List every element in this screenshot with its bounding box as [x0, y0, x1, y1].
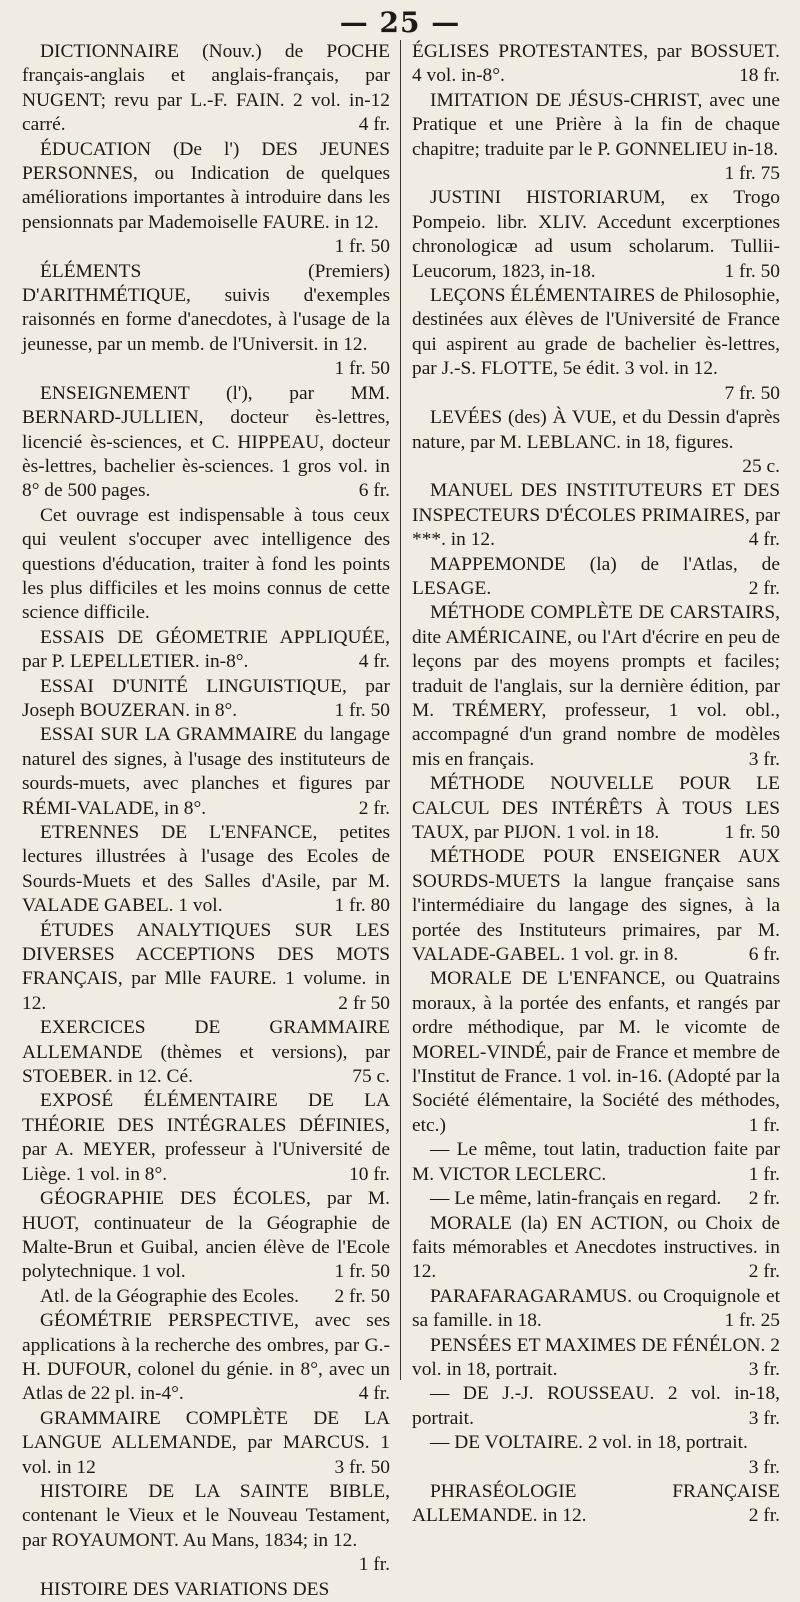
- entry-text: ÉDUCATION (De l') DES JEUNES PERSONNES, ou Indication de quelques améliorations importantes à introduire dans les pensionnats par Mademoiselle FAURE. in 12.: [22, 138, 390, 233]
- entry-price: 4 fr.: [358, 651, 390, 673]
- column-divider: [400, 40, 401, 1380]
- entry-text: IMITATION DE JÉSUS-CHRIST, avec une Pratique et une Prière à la fin de chaque chapitre; traduite par le P. GONNELIEU in-18.: [412, 89, 780, 160]
- catalog-entry: [22, 1407, 390, 1480]
- entry-price: 1 fr. 50: [334, 236, 390, 258]
- catalog-entry: [412, 406, 780, 479]
- catalog-entry: [412, 284, 780, 406]
- entry-price: 75 c.: [352, 1066, 390, 1088]
- entry-text: EXERCICES DE GRAMMAIRE ALLEMANDE (thèmes et versions), par STOEBER. in 12. Cé.: [22, 1017, 390, 1088]
- entry-price: 1 fr.: [358, 1554, 390, 1576]
- entry-text: — Le même, tout latin, traduction faite par M. VICTOR LECLERC.: [412, 1139, 780, 1185]
- entry-text: ESSAIS DE GÉOMETRIE APPLIQUÉE, par P. LEPELLETIER. in-8°.: [22, 626, 390, 673]
- entry-price: 4 fr.: [748, 529, 780, 551]
- catalog-entry: [412, 553, 780, 602]
- catalog-entry: [412, 1212, 780, 1285]
- entry-price: 1 fr. 50: [724, 260, 780, 282]
- entry-text: GRAMMAIRE COMPLÈTE DE LA LANGUE ALLEMANDE, par MARCUS. 1 vol. in 12: [22, 1407, 390, 1478]
- entry-text: GÉOMÉTRIE PERSPECTIVE, avec ses applications à la recherche des ombres, par G.-H. DUFOUR, colonel du génie. in 8°, avec un Atlas de 22 pl. in-4°.: [22, 1310, 390, 1405]
- entry-price: 3 fr. 50: [334, 1456, 390, 1478]
- catalog-entry: [22, 675, 390, 724]
- entry-text: EXPOSÉ ÉLÉMENTAIRE DE LA THÉORIE DES INTÉGRALES DÉFINIES, par A. MEYER, professeur à l'Université de Liège. 1 vol. in 8°.: [22, 1090, 390, 1185]
- entry-text: ÉLÉMENTS (Premiers) D'ARITHMÉTIQUE, suivis d'exemples raisonnés en forme d'anecdotes, à l'usage de la jeunesse, par un memb. de l'Universit. in 12.: [22, 260, 390, 355]
- catalog-entry: [412, 845, 780, 967]
- entry-price: 3 fr.: [748, 1407, 780, 1429]
- left-column: [22, 40, 390, 1602]
- catalog-entry: [412, 967, 780, 1138]
- entry-text: Cet ouvrage est indispensable à tous ceux qui veulent s'occuper avec intelligence des questions d'éducation, traiter à fond les points les plus difficiles et les moins connus de cette science difficile.: [22, 504, 390, 624]
- entry-price: 2 fr.: [748, 1261, 780, 1283]
- catalog-entry: [412, 601, 780, 772]
- entry-text: LEÇONS ÉLÉMENTAIRES de Philosophie, destinées aux élèves de l'Université de France qui aspirent au grade de bachelier ès-lettres, par J.-S. FLOTTE, 5e édit. 3 vol. in 12.: [412, 285, 780, 380]
- entry-text: — DE J.-J. ROUSSEAU. 2 vol. in-18, portrait.: [412, 1383, 780, 1429]
- entry-text: PHRASÉOLOGIE FRANÇAISE ALLEMANDE. in 12.: [412, 1480, 780, 1527]
- entry-text: PARAFARAGARAMUS. ou Croquignole et sa famille. in 18.: [412, 1285, 780, 1332]
- catalog-entry: [22, 138, 390, 260]
- entry-price: 4 fr.: [358, 114, 390, 136]
- catalog-entry: [412, 1285, 780, 1334]
- catalog-entry: [22, 919, 390, 1017]
- catalog-entry: [412, 1187, 780, 1211]
- entry-price: 1 fr. 50: [334, 358, 390, 380]
- entry-price: 18 fr.: [739, 65, 780, 87]
- entry-text: MÉTHODE POUR ENSEIGNER AUX SOURDS-MUETS la langue française sans l'intermédiaire du langage des signes, à la portée des Instituteurs primaires, par M. VALADE-GABEL. 1 vol. gr. in 8.: [412, 846, 780, 966]
- entry-price: 1 fr.: [748, 1114, 780, 1136]
- entry-price: 3 fr.: [748, 748, 780, 770]
- entry-price: 2 fr.: [748, 1188, 780, 1210]
- entry-text: ÉGLISES PROTESTANTES, par BOSSUET. 4 vol. in-8°.: [412, 41, 780, 87]
- catalog-entry: [412, 1138, 780, 1187]
- entry-text: Atl. de la Géographie des Ecoles.: [40, 1285, 299, 1307]
- entry-price: 2 fr.: [358, 797, 390, 819]
- entry-text: HISTOIRE DES VARIATIONS DES: [40, 1578, 330, 1600]
- entry-price: 10 fr.: [349, 1163, 390, 1185]
- entry-text: — DE VOLTAIRE. 2 vol. in 18, portrait.: [430, 1432, 748, 1454]
- catalog-entry: [412, 772, 780, 845]
- catalog-entry: [22, 723, 390, 821]
- catalog-entry: [412, 1382, 780, 1431]
- entry-text: MORALE (la) EN ACTION, ou Choix de faits mémorables et Anecdotes instructives. in 12.: [412, 1212, 780, 1283]
- entry-price: 6 fr.: [358, 480, 390, 502]
- entry-text: MANUEL DES INSTITUTEURS ET DES INSPECTEURS D'ÉCOLES PRIMAIRES, par ***. in 12.: [412, 480, 780, 551]
- entry-price: 2 fr 50: [338, 992, 390, 1014]
- entry-price: 1 fr. 50: [334, 1261, 390, 1283]
- entry-text: MAPPEMONDE (la) de l'Atlas, de LESAGE.: [412, 553, 780, 599]
- catalog-entry: [22, 1285, 390, 1309]
- catalog-entry: [412, 1431, 780, 1480]
- catalog-entry: [22, 1187, 390, 1285]
- entry-price: 1 fr. 80: [334, 895, 390, 917]
- entry-text: ESSAI D'UNITÉ LINGUISTIQUE, par Joseph BOUZERAN. in 8°.: [22, 675, 390, 721]
- catalog-entry: [412, 1480, 780, 1529]
- entry-price: 3 fr.: [748, 1358, 780, 1380]
- catalog-entry: [412, 479, 780, 552]
- catalog-entry: [22, 40, 390, 138]
- catalog-entry: [22, 626, 390, 675]
- entry-price: 2 fr.: [748, 577, 780, 599]
- page-number: — 25 —: [339, 6, 461, 39]
- catalog-entry: [22, 1480, 390, 1578]
- entry-text: PENSÉES ET MAXIMES DE FÉNÉLON. 2 vol. in 18, portrait.: [412, 1334, 780, 1380]
- catalog-entry: [22, 1578, 390, 1602]
- catalog-entry: [412, 186, 780, 284]
- entry-price: 4 fr.: [358, 1383, 390, 1405]
- entry-text: ENSEIGNEMENT (l'), par MM. BERNARD-JULLIEN, docteur ès-lettres, licencié ès-sciences, et C. HIPPEAU, docteur ès-lettres, bachelier ès-sciences. 1 gros vol. in 8° de 500 pages.: [22, 382, 390, 502]
- catalog-entry: [22, 821, 390, 919]
- entry-price: 2 fr.: [748, 1505, 780, 1527]
- entry-text: HISTOIRE DE LA SAINTE BIBLE, contenant le Vieux et le Nouveau Testament, par ROYAUMONT. Au Mans, 1834; in 12.: [22, 1480, 390, 1551]
- entry-text: ETRENNES DE L'ENFANCE, petites lectures illustrées à l'usage des Ecoles de Sourds-Muets et des Salles d'Asile, par M. VALADE GABEL. 1 vol.: [22, 822, 390, 917]
- entry-price: 1 fr. 75: [724, 163, 780, 185]
- catalog-entry: [22, 382, 390, 504]
- entry-price: 6 fr.: [748, 944, 780, 966]
- entry-text: MORALE DE L'ENFANCE, ou Quatrains moraux, à la portée des enfants, et rangés par ordre méthodique, par M. le vicomte de MOREL-VINDÉ, pair de France et membre de l'Institut de France. 1 vol. in-16. (Adopté par la Société élémentaire, la Société des méthodes, etc.): [412, 968, 780, 1136]
- entry-price: 1 fr. 25: [724, 1310, 780, 1332]
- entry-price: 25 c.: [742, 455, 780, 477]
- entry-text: LEVÉES (des) À VUE, et du Dessin d'après nature, par M. LEBLANC. in 18, figures.: [412, 407, 780, 453]
- entry-text: GÉOGRAPHIE DES ÉCOLES, par M. HUOT, continuateur de la Géographie de Malte-Brun et Guibal, ancien élève de l'Ecole polytechnique. 1 vol.: [22, 1188, 390, 1283]
- entry-price: 3 fr.: [748, 1456, 780, 1478]
- catalog-entry: [22, 260, 390, 382]
- catalog-entry: [412, 89, 780, 187]
- entry-price: 2 fr. 50: [334, 1285, 390, 1307]
- entry-text: MÉTHODE NOUVELLE POUR LE CALCUL DES INTÉRÊTS À TOUS LES TAUX, par PIJON. 1 vol. in 18.: [412, 773, 780, 843]
- entry-price: 1 fr. 50: [334, 699, 390, 721]
- catalog-entry: [22, 1016, 390, 1089]
- catalog-entry: [22, 1309, 390, 1407]
- entry-text: ESSAI SUR LA GRAMMAIRE du langage naturel des signes, à l'usage des instituteurs de sourds-muets, avec planches et figures par RÉMI-VALADE, in 8°.: [22, 724, 390, 819]
- entry-text: MÉTHODE COMPLÈTE DE CARSTAIRS, dite AMÉRICAINE, ou l'Art d'écrire en peu de leçons par des moyens prompts et faciles; traduit de l'anglais, sur la dernière édition, par M. TRÉMERY, professeur, 1 vol. obl., accompagné d'un grand nombre de modèles mis en français.: [412, 602, 780, 770]
- entry-text: — Le même, latin-français en regard.: [430, 1188, 722, 1210]
- entry-text: ÉTUDES ANALYTIQUES SUR LES DIVERSES ACCEPTIONS DES MOTS FRANÇAIS, par Mlle FAURE. 1 volume. in 12.: [22, 919, 390, 1014]
- catalog-entry: [22, 1089, 390, 1187]
- entry-price: 7 fr. 50: [724, 382, 780, 404]
- entry-text: JUSTINI HISTORIARUM, ex Trogo Pompeio. libr. XLIV. Accedunt excerptiones chronologicæ ad usum scholarum. Tullii-Leucorum, 1823, in-18.: [412, 187, 780, 282]
- entry-price: 1 fr.: [748, 1163, 780, 1185]
- catalog-entry: [412, 1334, 780, 1383]
- right-column: [412, 40, 780, 1529]
- catalog-entry: [412, 40, 780, 89]
- entry-text: DICTIONNAIRE (Nouv.) de POCHE français-anglais et anglais-français, par NUGENT; revu par L.-F. FAIN. 2 vol. in-12 carré.: [22, 41, 390, 136]
- catalog-entry: [22, 504, 390, 626]
- entry-price: 1 fr. 50: [724, 822, 780, 843]
